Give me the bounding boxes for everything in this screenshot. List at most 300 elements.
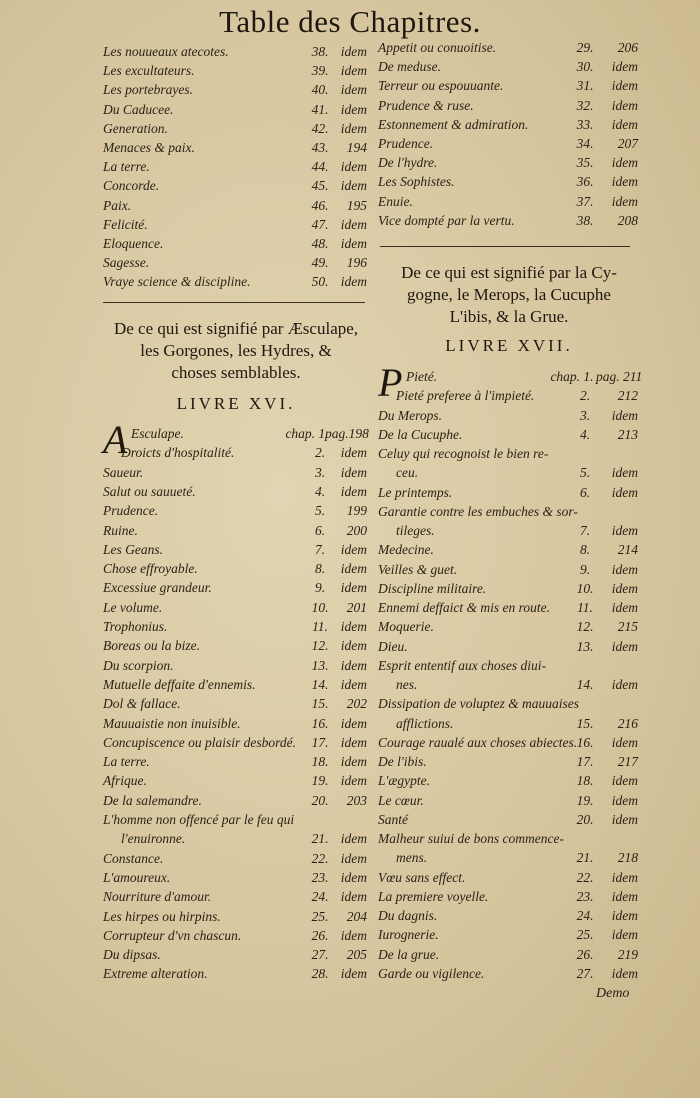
entry-title: Afrique. bbox=[103, 773, 147, 789]
entry-title: De la Cucuphe. bbox=[378, 426, 463, 442]
entry-chapter: 18. bbox=[311, 754, 329, 770]
entry-chapter: 3. bbox=[579, 407, 591, 423]
entry-title: Les portebrayes. bbox=[103, 82, 193, 98]
entry-chapter: 24. bbox=[311, 889, 329, 905]
toc-entry bbox=[378, 656, 640, 675]
toc-entry bbox=[378, 733, 640, 752]
entry-chapter: 39. bbox=[311, 63, 329, 79]
entry-title: Du Caducee. bbox=[103, 101, 174, 117]
toc-entry bbox=[378, 964, 640, 983]
entry-chapter: 41. bbox=[311, 101, 329, 117]
entry-page: idem bbox=[611, 174, 638, 190]
entry-title: Terreur ou espouuante. bbox=[378, 78, 504, 94]
entry-title: Prudence. bbox=[103, 503, 159, 519]
entry-page: idem bbox=[340, 63, 367, 79]
entry-page: idem bbox=[611, 561, 638, 577]
entry-page: idem bbox=[611, 734, 638, 750]
entry-page: idem bbox=[340, 216, 367, 232]
toc-entry bbox=[103, 887, 371, 906]
entry-chapter: 35. bbox=[576, 155, 594, 171]
toc-entry bbox=[378, 752, 640, 771]
entry-chapter: 19. bbox=[311, 773, 329, 789]
page-title: Table des Chapitres. bbox=[219, 4, 481, 39]
entry-chapter: 15. bbox=[311, 696, 329, 712]
entry-page: 194 bbox=[346, 140, 367, 155]
entry-chapter: 8. bbox=[314, 561, 326, 577]
entry-title: Sagesse. bbox=[103, 255, 150, 271]
entry-page: idem bbox=[611, 580, 638, 596]
entry-title: Concupiscence ou plaisir desbordé. bbox=[103, 734, 296, 750]
entry-page: idem bbox=[611, 116, 638, 132]
entry-page: 217 bbox=[617, 754, 638, 769]
entry-page: idem bbox=[611, 523, 638, 538]
entry-title: Esculape. bbox=[131, 426, 184, 441]
entry-page: 212 bbox=[617, 388, 638, 404]
entry-title: Droicts d'hospitalité. bbox=[121, 445, 235, 461]
toc-entry bbox=[378, 425, 640, 444]
toc-entry bbox=[378, 579, 640, 598]
entry-title: Discipline militaire. bbox=[378, 580, 487, 596]
entry-chapter: 14. bbox=[311, 676, 329, 692]
toc-entry bbox=[103, 176, 371, 195]
entry-title: L'amoureux. bbox=[103, 869, 171, 885]
entry-chapter: 22. bbox=[576, 869, 594, 885]
entry-chapter: 9. bbox=[314, 580, 326, 596]
entry-page: idem bbox=[340, 869, 367, 885]
entry-title: Iurognerie. bbox=[378, 927, 439, 943]
entry-chapter: 10. bbox=[311, 599, 329, 615]
toc-entry bbox=[378, 887, 640, 906]
entry-page: idem bbox=[611, 638, 638, 654]
entry-title: Constance. bbox=[103, 850, 164, 866]
toc-entry bbox=[378, 637, 640, 656]
entry-chapter: 11. bbox=[577, 600, 593, 615]
entry-title: Paix. bbox=[103, 197, 132, 213]
toc-entry bbox=[378, 617, 640, 636]
entry-title: l'enuironne. bbox=[121, 831, 186, 847]
entry-title: Nourriture d'amour. bbox=[103, 889, 212, 905]
book16-heading-line: De ce qui est signifié par Æsculape, bbox=[113, 319, 359, 338]
entry-page: 203 bbox=[346, 792, 367, 808]
toc-entry bbox=[103, 675, 371, 694]
toc-entry bbox=[103, 272, 371, 291]
entry-page: idem bbox=[340, 120, 367, 136]
entry-page: 206 bbox=[617, 40, 638, 55]
entry-title: Felicité. bbox=[103, 216, 148, 232]
entry-title: L'ægypte. bbox=[378, 773, 431, 789]
entry-page: idem bbox=[611, 600, 638, 615]
entry-page: idem bbox=[340, 580, 367, 596]
entry-title: Eloquence. bbox=[103, 236, 164, 251]
book17-heading-line: L'ibis, & la Grue. bbox=[449, 307, 569, 326]
entry-chapter: 45. bbox=[311, 178, 329, 194]
entry-title: Vraye science & discipline. bbox=[103, 274, 251, 290]
entry-chapter: 36. bbox=[576, 174, 594, 190]
entry-title: Les excultateurs. bbox=[103, 63, 195, 79]
entry-title: afflictions. bbox=[396, 715, 454, 731]
entry-title: Du scorpion. bbox=[103, 657, 174, 673]
toc-entry bbox=[378, 829, 640, 848]
entry-title: Pieté. bbox=[406, 369, 438, 384]
entry-chapter: 25. bbox=[576, 927, 594, 943]
entry-chapter: 49. bbox=[311, 255, 329, 271]
entry-title: Estonnement & admiration. bbox=[378, 116, 529, 132]
toc-entry bbox=[103, 540, 371, 559]
entry-page: idem bbox=[340, 773, 367, 789]
entry-page: idem bbox=[611, 484, 638, 500]
entry-chapter: 4. bbox=[579, 426, 591, 442]
entry-chapter: 28. bbox=[311, 966, 329, 982]
entry-title: Medecine. bbox=[378, 542, 434, 558]
entry-page: 215 bbox=[617, 619, 638, 635]
entry-title: Les Sophistes. bbox=[378, 174, 455, 190]
entry-page: idem bbox=[611, 97, 638, 113]
entry-chapter: 11. bbox=[312, 619, 328, 634]
entry-page: idem bbox=[340, 927, 367, 943]
toc-entry bbox=[378, 771, 640, 790]
entry-chapter: 50. bbox=[311, 274, 329, 290]
entry-title: Veilles & guet. bbox=[378, 561, 458, 577]
entry-page: 207 bbox=[617, 136, 638, 151]
toc-entry bbox=[378, 211, 640, 230]
entry-chapter: 9. bbox=[579, 561, 591, 577]
entry-page: idem bbox=[611, 407, 638, 423]
toc-entry bbox=[378, 96, 640, 115]
entry-title: Du Merops. bbox=[378, 407, 442, 423]
entry-chapter: 31. bbox=[576, 78, 594, 94]
entry-title: Generation. bbox=[103, 120, 168, 136]
entry-title: Le volume. bbox=[103, 599, 163, 615]
entry-title: Moquerie. bbox=[378, 619, 434, 635]
entry-title: Les Geans. bbox=[103, 541, 163, 557]
toc-entry bbox=[103, 907, 371, 926]
toc-entry bbox=[103, 598, 371, 617]
entry-title: Dol & fallace. bbox=[103, 696, 181, 712]
entry-page: idem bbox=[340, 715, 367, 731]
entry-page: idem bbox=[340, 619, 367, 634]
toc-entry bbox=[378, 848, 640, 867]
entry-title: nes. bbox=[396, 677, 418, 692]
entry-chapter: 25. bbox=[311, 908, 329, 924]
entry-chapter: 23. bbox=[576, 888, 594, 904]
entry-title: Prudence. bbox=[378, 136, 434, 151]
entry-page: 213 bbox=[617, 426, 638, 442]
entry-chapter: 19. bbox=[576, 792, 594, 808]
toc-entry bbox=[103, 791, 371, 810]
right-column-top-entries bbox=[378, 38, 640, 238]
toc-entry bbox=[378, 714, 640, 733]
toc-entry bbox=[103, 443, 371, 462]
toc-entry bbox=[103, 829, 371, 848]
entry-chapter: 43. bbox=[311, 140, 329, 155]
book17-heading-line: gogne, le Merops, la Cucuphe bbox=[407, 285, 611, 304]
entry-title: Vice dompté par la vertu. bbox=[378, 212, 515, 228]
entry-chapter: 18. bbox=[576, 773, 594, 789]
toc-entry bbox=[103, 810, 371, 829]
entry-page: idem bbox=[340, 483, 367, 499]
entry-chapter: chap. 1. bbox=[285, 426, 329, 441]
entry-page: idem bbox=[340, 831, 367, 847]
toc-entry bbox=[378, 172, 640, 191]
toc-entry bbox=[103, 964, 371, 983]
entry-page: pag. 211 bbox=[596, 369, 643, 384]
entry-page: 204 bbox=[346, 908, 367, 924]
entry-title: Ruine. bbox=[103, 522, 138, 538]
toc-entry bbox=[103, 559, 371, 578]
entry-title: Mauuaistie non inuisible. bbox=[103, 715, 241, 731]
toc-entry bbox=[378, 38, 640, 57]
entry-title: Le printemps. bbox=[378, 484, 453, 500]
entry-title: Appetit ou conuoitise. bbox=[378, 40, 497, 55]
entry-title: Dissipation de voluptez & mauuaises bbox=[378, 696, 579, 712]
entry-page: idem bbox=[340, 638, 367, 654]
entry-page: 216 bbox=[617, 715, 638, 731]
toc-entry bbox=[378, 945, 640, 964]
entry-chapter: 27. bbox=[576, 965, 594, 981]
toc-entry bbox=[103, 234, 371, 253]
entry-title: Saueur. bbox=[103, 464, 144, 480]
entry-page: 205 bbox=[346, 947, 367, 963]
entry-page: idem bbox=[340, 82, 367, 98]
toc-entry bbox=[103, 714, 371, 733]
entry-title: Courage raualé aux choses abiectes. bbox=[378, 734, 578, 750]
entry-chapter: 7. bbox=[579, 523, 591, 538]
toc-entry bbox=[378, 57, 640, 76]
entry-title: Pieté preferee à l'impieté. bbox=[396, 388, 535, 404]
toc-entry bbox=[103, 157, 371, 176]
entry-page: 200 bbox=[346, 522, 367, 538]
entry-chapter: 42. bbox=[311, 120, 329, 136]
entry-page: idem bbox=[340, 445, 367, 461]
toc-entry bbox=[378, 444, 640, 463]
entry-chapter: 5. bbox=[314, 503, 326, 519]
entry-page: idem bbox=[611, 908, 638, 923]
entry-title: Menaces & paix. bbox=[103, 140, 195, 155]
entry-title: Extreme alteration. bbox=[103, 966, 208, 982]
entry-chapter: 2. bbox=[579, 388, 591, 404]
book17-heading-line: De ce qui est signifié par la Cy- bbox=[401, 263, 617, 282]
entry-chapter: 21. bbox=[576, 850, 594, 866]
toc-entry bbox=[103, 42, 371, 61]
entry-chapter: 16. bbox=[576, 734, 594, 750]
entry-chapter: 20. bbox=[576, 811, 594, 827]
toc-entry bbox=[103, 119, 371, 138]
entry-title: De la grue. bbox=[378, 946, 440, 962]
toc-entry bbox=[103, 196, 371, 215]
entry-title: Du dipsas. bbox=[103, 947, 161, 963]
entry-page: idem bbox=[340, 676, 367, 692]
book16-heading-line: choses semblables. bbox=[171, 363, 301, 382]
toc-entry bbox=[103, 138, 371, 157]
entry-title: De la salemandre. bbox=[103, 792, 202, 808]
entry-title: La premiere voyelle. bbox=[378, 888, 489, 904]
entry-title: Santé bbox=[378, 811, 408, 827]
toc-entry bbox=[378, 76, 640, 95]
toc-entry bbox=[103, 868, 371, 887]
toc-entry bbox=[378, 560, 640, 579]
toc-entry bbox=[378, 521, 640, 540]
drop-capital: A bbox=[103, 417, 128, 462]
entry-page: idem bbox=[611, 155, 638, 171]
entry-title: Malheur suiui de bons commence- bbox=[378, 831, 564, 846]
entry-title: Du dagnis. bbox=[378, 908, 438, 923]
entry-page: 202 bbox=[346, 696, 367, 712]
entry-chapter: 30. bbox=[576, 59, 594, 75]
entry-page: idem bbox=[340, 734, 367, 750]
toc-entry bbox=[103, 656, 371, 675]
entry-page: 199 bbox=[346, 503, 367, 519]
entry-title: De l'hydre. bbox=[378, 155, 438, 171]
entry-chapter: 6. bbox=[579, 484, 591, 500]
toc-entry bbox=[103, 578, 371, 597]
entry-chapter: 15. bbox=[576, 715, 594, 731]
entry-chapter: 26. bbox=[311, 927, 329, 943]
toc-entry bbox=[103, 636, 371, 655]
toc-entry bbox=[378, 483, 640, 502]
entry-chapter: 8. bbox=[579, 542, 591, 558]
entry-title: tileges. bbox=[396, 523, 435, 538]
section-rule-right bbox=[380, 246, 630, 247]
entry-chapter: 34. bbox=[576, 136, 594, 151]
entry-page: idem bbox=[340, 889, 367, 905]
entry-title: Esprit ententif aux choses diui- bbox=[378, 657, 546, 673]
entry-chapter: 27. bbox=[311, 947, 329, 963]
toc-entry bbox=[378, 694, 640, 713]
toc-entry bbox=[103, 501, 371, 520]
toc-entry bbox=[378, 134, 640, 153]
entry-title: Enuie. bbox=[378, 193, 413, 209]
entry-page: idem bbox=[611, 465, 638, 481]
toc-entry bbox=[103, 771, 371, 790]
entry-chapter: 26. bbox=[576, 946, 594, 962]
entry-title: Ennemi deffaict & mis en route. bbox=[378, 600, 550, 615]
entry-chapter: 3. bbox=[314, 464, 326, 480]
toc-entry bbox=[103, 521, 371, 540]
entry-chapter: 29. bbox=[576, 40, 594, 55]
entry-page: 201 bbox=[346, 599, 367, 615]
toc-entry bbox=[103, 80, 371, 99]
entry-page: idem bbox=[611, 193, 638, 209]
entry-title: Le cœur. bbox=[378, 792, 424, 808]
toc-entry bbox=[378, 115, 640, 134]
entry-title: Trophonius. bbox=[103, 619, 168, 634]
entry-page: idem bbox=[611, 888, 638, 904]
entry-title: Celuy qui recognoist le bien re- bbox=[378, 446, 549, 461]
entry-page: idem bbox=[611, 965, 638, 981]
toc-entry bbox=[378, 463, 640, 482]
toc-entry bbox=[103, 482, 371, 501]
entry-page: idem bbox=[340, 101, 367, 117]
book16-heading bbox=[100, 318, 372, 384]
entry-title: Corrupteur d'vn chascun. bbox=[103, 927, 242, 943]
entry-page: 208 bbox=[617, 212, 638, 228]
entry-page: idem bbox=[340, 561, 367, 577]
entry-chapter: 21. bbox=[311, 831, 329, 847]
entry-page: idem bbox=[611, 677, 638, 692]
entry-chapter: 46. bbox=[311, 197, 329, 213]
entry-title: La terre. bbox=[103, 754, 150, 770]
entry-page: idem bbox=[340, 850, 367, 866]
entry-chapter: 17. bbox=[311, 734, 329, 750]
toc-entry bbox=[103, 694, 371, 713]
entry-page: pag.198 bbox=[325, 426, 369, 441]
entry-chapter: 37. bbox=[576, 193, 594, 209]
entry-chapter: 32. bbox=[576, 97, 594, 113]
entry-title: ceu. bbox=[396, 465, 419, 481]
toc-entry bbox=[378, 406, 640, 425]
entry-page: idem bbox=[611, 792, 638, 808]
entry-page: idem bbox=[611, 811, 638, 827]
entry-page: idem bbox=[611, 59, 638, 75]
entry-page: idem bbox=[611, 869, 638, 885]
toc-entry bbox=[103, 100, 371, 119]
toc-entry bbox=[378, 868, 640, 887]
book17-heading bbox=[374, 262, 644, 328]
entry-chapter: 10. bbox=[576, 580, 594, 596]
book17-label: LIVRE XVII. bbox=[445, 336, 573, 355]
toc-entry bbox=[378, 810, 640, 829]
catchword: Demo bbox=[596, 986, 630, 1001]
entry-chapter: 13. bbox=[311, 657, 329, 673]
entry-chapter: 17. bbox=[576, 754, 594, 769]
entry-chapter: 24. bbox=[576, 908, 594, 923]
entry-title: L'homme non offencé par le feu qui bbox=[103, 812, 295, 827]
left-column-bottom-entries bbox=[103, 417, 371, 984]
entry-page: 218 bbox=[617, 850, 638, 866]
entry-chapter: 12. bbox=[311, 638, 329, 654]
toc-entry bbox=[103, 215, 371, 234]
entry-chapter: 22. bbox=[311, 850, 329, 866]
entry-title: Boreas ou la bize. bbox=[103, 638, 200, 654]
entry-title: Prudence & ruse. bbox=[378, 97, 474, 113]
toc-entry bbox=[378, 598, 640, 617]
entry-title: De meduse. bbox=[378, 59, 441, 75]
entry-page: idem bbox=[340, 541, 367, 557]
left-column-top-entries bbox=[103, 42, 371, 292]
right-column-bottom-entries bbox=[378, 360, 643, 987]
entry-chapter: 48. bbox=[311, 236, 329, 251]
toc-entry bbox=[103, 61, 371, 80]
entry-title: Mutuelle deffaite d'ennemis. bbox=[103, 676, 256, 692]
toc-entry bbox=[103, 617, 371, 636]
toc-entry bbox=[378, 153, 640, 172]
entry-page: idem bbox=[611, 78, 638, 94]
entry-page: idem bbox=[340, 159, 367, 175]
entry-title: mens. bbox=[396, 850, 428, 866]
section-rule-left bbox=[103, 302, 365, 303]
entry-title: Concorde. bbox=[103, 178, 160, 194]
entry-title: Salut ou sauueté. bbox=[103, 483, 196, 499]
entry-chapter: 13. bbox=[576, 638, 594, 654]
entry-chapter: 4. bbox=[314, 483, 326, 499]
toc-entry bbox=[378, 540, 640, 559]
entry-chapter: 40. bbox=[311, 82, 329, 98]
toc-entry bbox=[378, 925, 640, 944]
entry-chapter: 23. bbox=[311, 869, 329, 885]
toc-entry bbox=[378, 386, 640, 405]
entry-chapter: 33. bbox=[576, 116, 594, 132]
entry-chapter: 5. bbox=[579, 465, 591, 481]
book16-label: LIVRE XVI. bbox=[176, 394, 296, 413]
toc-entry bbox=[103, 752, 371, 771]
entry-page: idem bbox=[340, 274, 367, 290]
entry-chapter: 6. bbox=[314, 522, 326, 538]
toc-entry bbox=[103, 253, 371, 272]
entry-chapter: 44. bbox=[311, 159, 329, 175]
entry-chapter: chap. 1. bbox=[550, 369, 594, 384]
toc-entry bbox=[378, 675, 640, 694]
toc-entry bbox=[103, 926, 371, 945]
